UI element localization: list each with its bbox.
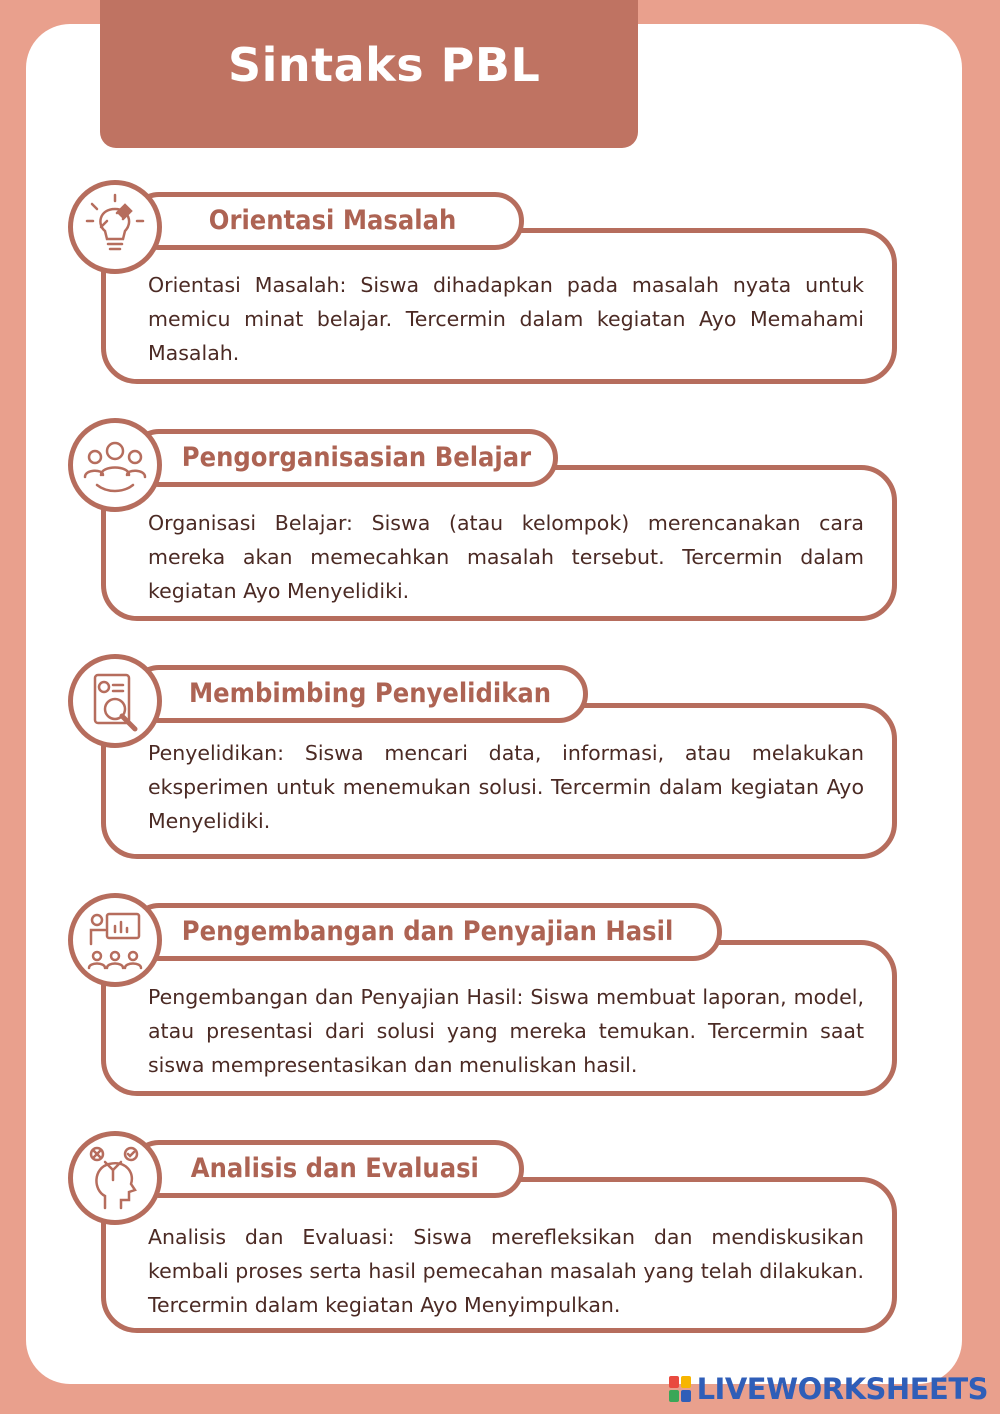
brand-name: LIVEWORKSHEETS <box>696 1372 988 1406</box>
step-heading: Orientasi Masalah <box>208 205 457 236</box>
group-people-icon <box>68 418 162 512</box>
presentation-audience-icon <box>68 893 162 987</box>
step-heading: Analisis dan Evaluasi <box>190 1153 479 1184</box>
step-description: Pengembangan dan Penyajian Hasil: Siswa membuat laporan, model, atau presentasi dari solusi yang mereka temukan. Tercermin saat siswa mempresentasikan dan menuliskan hasil. <box>148 985 864 1077</box>
step-heading: Membimbing Penyelidikan <box>189 678 552 709</box>
step-description: Orientasi Masalah: Siswa dihadapkan pada masalah nyata untuk memicu minat belajar. Tercermin dalam kegiatan Ayo Memahami Masalah. <box>148 273 864 365</box>
report-magnifier-icon <box>68 654 162 748</box>
step-heading-pill <box>130 665 588 723</box>
step-heading: Pengorganisasian Belajar <box>181 442 532 473</box>
liveworksheets-logo <box>669 1372 988 1406</box>
step-description: Analisis dan Evaluasi: Siswa merefleksikan dan mendiskusikan kembali proses serta hasil pemecahan masalah yang telah dilakukan. Tercermin dalam kegiatan Ayo Menyimpulkan. <box>148 1225 864 1317</box>
page-title: Sintaks PBL <box>228 38 541 92</box>
step-heading-pill <box>130 903 722 961</box>
step-heading: Pengembangan dan Penyajian Hasil <box>181 916 674 947</box>
step-heading-pill <box>130 1140 524 1198</box>
step-description: Organisasi Belajar: Siswa (atau kelompok) merencanakan cara mereka akan memecahkan masalah tersebut. Tercermin dalam kegiatan Ayo Menyelidiki. <box>148 511 864 603</box>
liveworksheets-logo-icon <box>669 1376 691 1402</box>
head-decision-icon <box>68 1131 162 1225</box>
step-heading-pill <box>130 429 558 487</box>
step-description: Penyelidikan: Siswa mencari data, informasi, atau melakukan eksperimen untuk menemukan solusi. Tercermin dalam kegiatan Ayo Menyelidiki. <box>148 741 864 833</box>
